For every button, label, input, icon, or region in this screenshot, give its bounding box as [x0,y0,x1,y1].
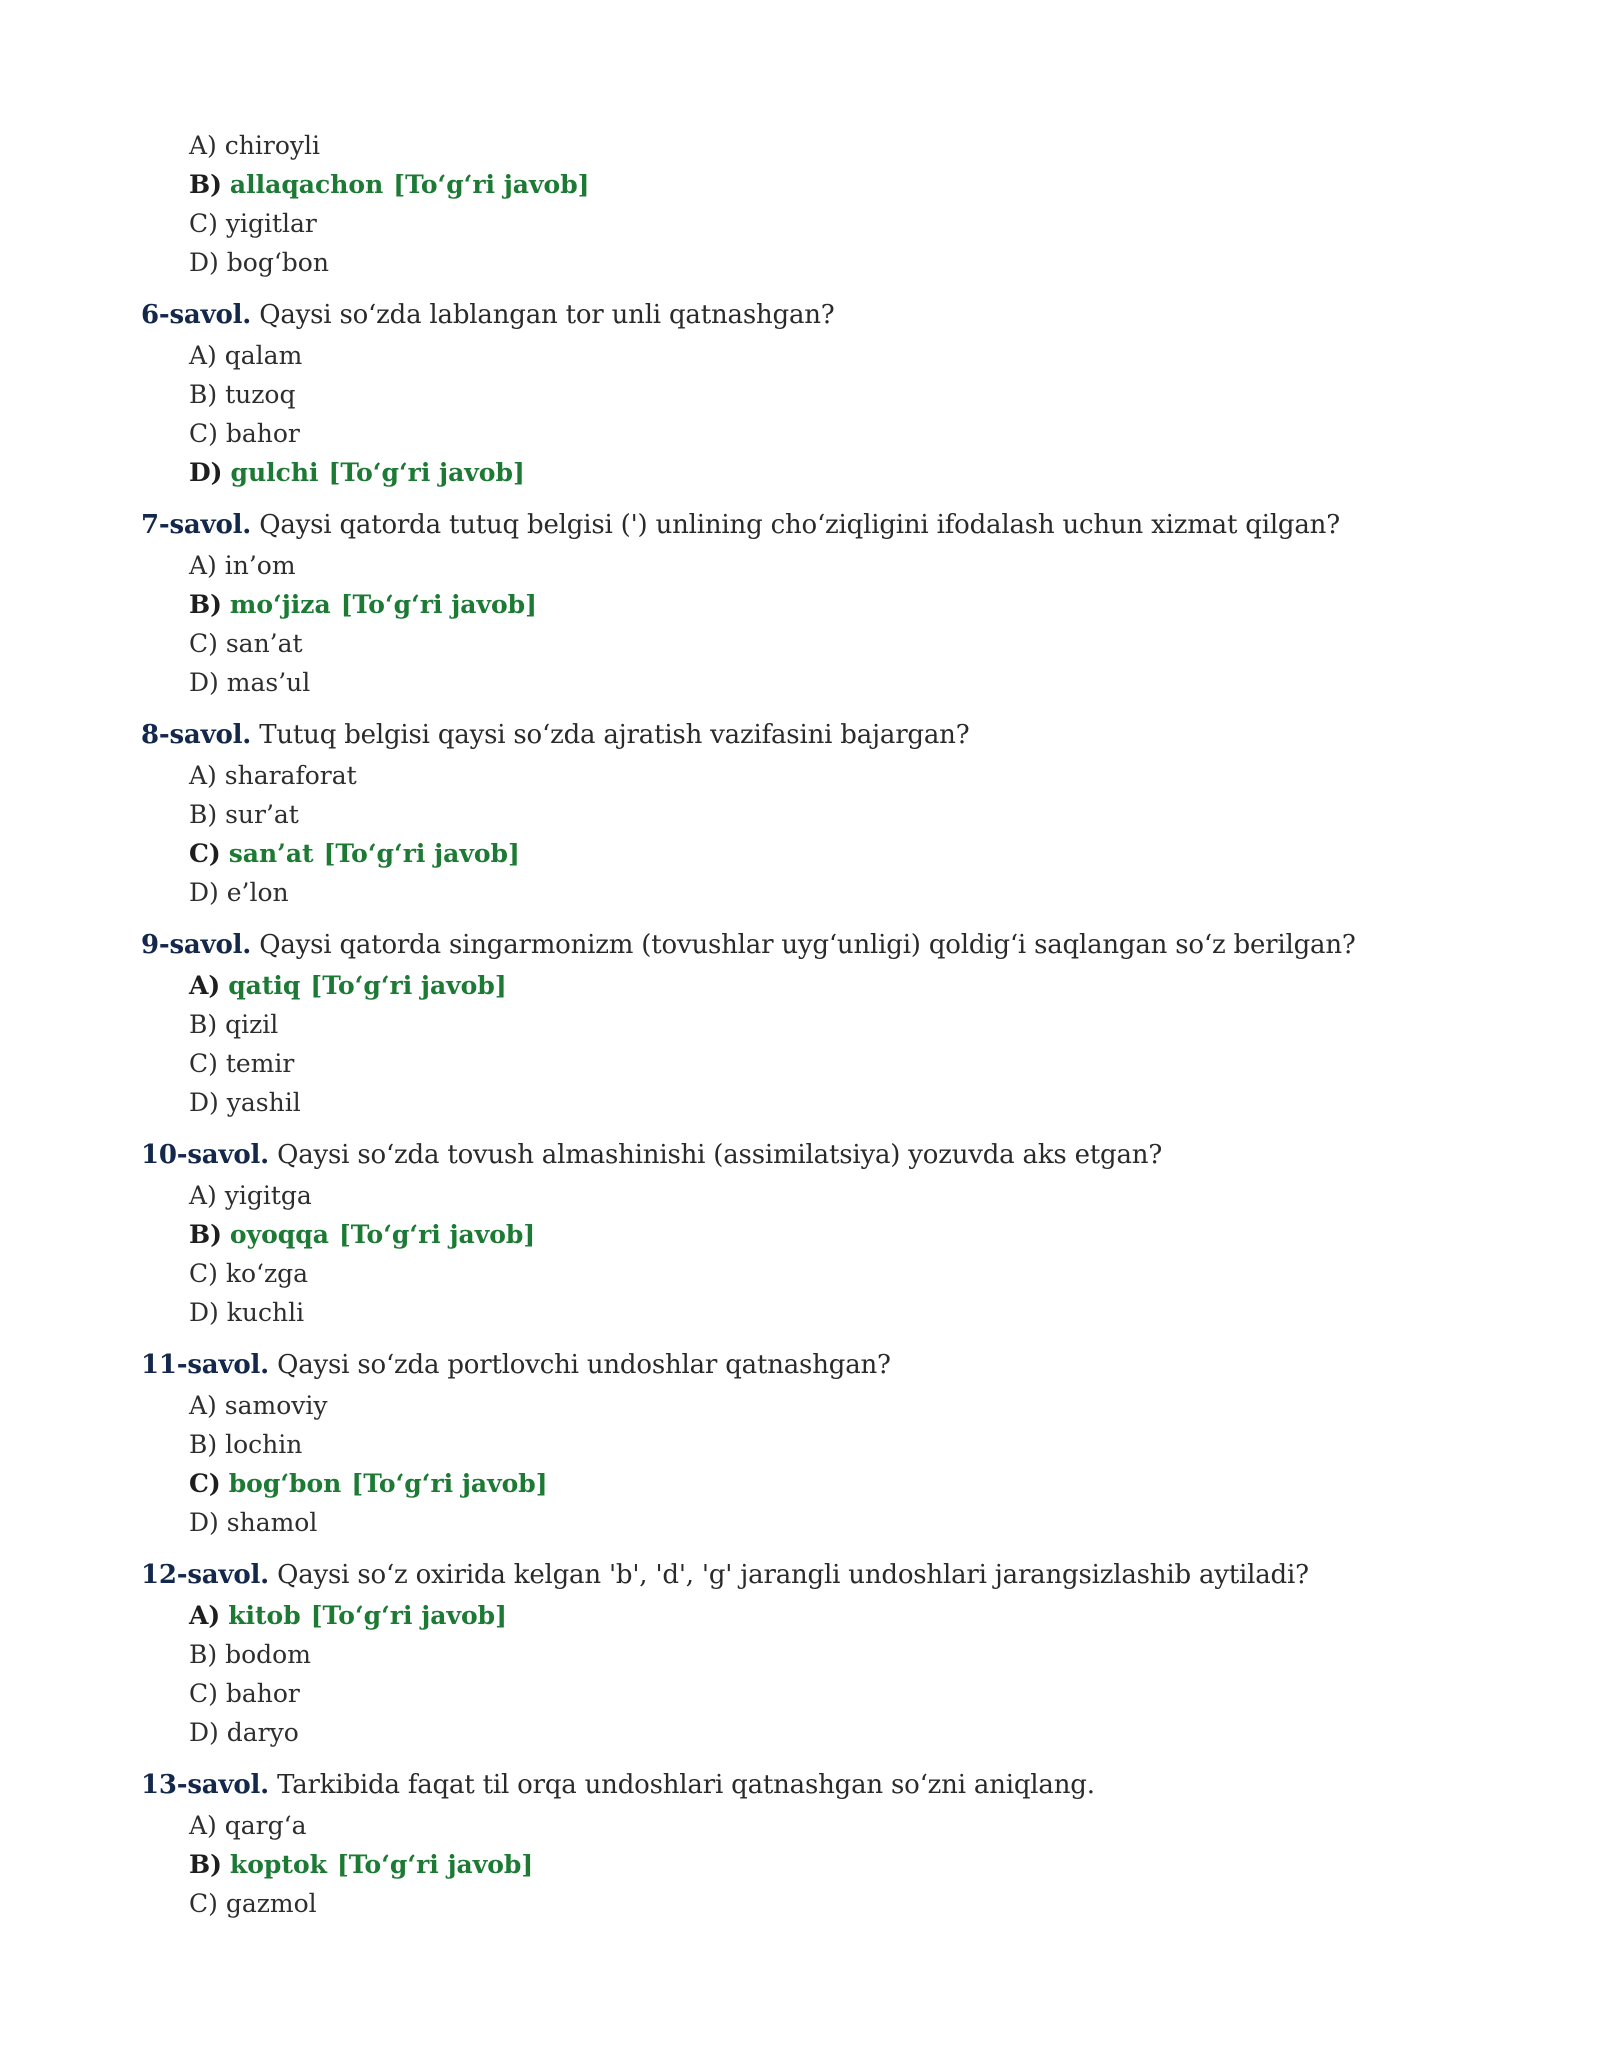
answer-option [189,795,1600,834]
option-letter: A) [189,761,217,790]
option-text: shamol [226,1508,318,1537]
option-text: samoviy [224,1391,328,1420]
correct-answer-tag: [To‘g‘ri javob] [323,839,520,868]
question-number: 13-savol. [141,1770,270,1800]
option-letter: A) [189,1811,217,1840]
answer-option [189,1044,1600,1083]
option-text: e’lon [226,878,289,907]
question-number: 12-savol. [141,1560,270,1590]
option-text: san’at [225,629,303,658]
answer-option [189,1386,1600,1425]
question-text: Qaysi qatorda singarmonizm (tovushlar uyg‘unligi) qoldig‘i saqlangan so‘z berilgan? [259,930,1356,960]
option-letter: D) [189,668,219,697]
option-letter: C) [189,1679,218,1708]
question-block [141,1346,1600,1542]
answer-option-correct [189,453,1600,492]
question-number: 8-savol. [141,720,252,750]
correct-answer-tag: [To‘g‘ri javob] [338,1220,536,1249]
option-text: bog‘bon [226,248,329,277]
answer-options [141,1596,1600,1752]
question-number: 11-savol. [141,1350,270,1380]
answer-option [189,624,1600,663]
answer-option-correct [189,1215,1600,1254]
answer-option [189,336,1600,375]
option-text: chiroyli [224,131,320,160]
question-number: 10-savol. [141,1140,270,1170]
answer-option-correct [189,834,1600,873]
answer-option-correct [189,165,1600,204]
option-letter: C) [189,1469,221,1498]
option-letter: A) [189,1391,217,1420]
option-text: qarg‘a [224,1811,307,1840]
question-title [141,1346,1600,1384]
correct-answer-tag: [To‘g‘ri javob] [310,1601,507,1630]
option-letter: D) [189,878,219,907]
option-text: yashil [226,1088,301,1117]
question-block [141,1766,1600,1923]
option-text: bog‘bon [228,1469,342,1498]
question-text: Qaysi so‘zda tovush almashinishi (assimilatsiya) yozuvda aks etgan? [277,1140,1163,1170]
option-text: in’om [224,551,296,580]
option-text: kitob [228,1601,301,1630]
question-block [141,926,1600,1122]
question-block [141,506,1600,702]
answer-options [141,546,1600,702]
option-letter: A) [189,971,221,1000]
answer-option [189,756,1600,795]
option-letter: B) [189,1850,222,1879]
question-title [141,716,1600,754]
answer-option [189,546,1600,585]
answer-option [189,1083,1600,1122]
option-letter: D) [189,458,223,487]
question-text: Qaysi so‘z oxirida kelgan 'b', 'd', 'g' jarangli undoshlari jarangsizlashib aytiladi? [277,1560,1309,1590]
answer-options [141,966,1600,1122]
question-block [141,1556,1600,1752]
answer-option [189,1713,1600,1752]
option-text: temir [225,1049,295,1078]
option-text: daryo [226,1718,299,1747]
option-letter: C) [189,209,218,238]
question-block [141,716,1600,912]
option-text: mas’ul [226,668,311,697]
question-title [141,1766,1600,1804]
option-letter: D) [189,248,219,277]
answer-options [141,756,1600,912]
option-letter: B) [189,1430,218,1459]
option-letter: A) [189,1601,221,1630]
option-letter: B) [189,1010,218,1039]
option-text: qatiq [228,971,301,1000]
answer-options [141,126,1600,282]
question-block [141,1136,1600,1332]
question-title [141,1556,1600,1594]
question-text: Qaysi qatorda tutuq belgisi (') unlining cho‘ziqligini ifodalash uchun xizmat qilgan? [259,510,1340,540]
answer-option [189,1635,1600,1674]
option-letter: D) [189,1088,219,1117]
answer-option [189,375,1600,414]
option-text: oyoqqa [229,1220,329,1249]
answer-option [189,663,1600,702]
option-text: ko‘zga [225,1259,309,1288]
option-letter: A) [189,341,217,370]
option-letter: B) [189,170,222,199]
correct-answer-tag: [To‘g‘ri javob] [340,590,537,619]
option-text: kuchli [226,1298,305,1327]
option-text: tuzoq [225,380,296,409]
question-block [141,126,1600,282]
option-text: mo‘jiza [229,590,331,619]
question-block [141,296,1600,492]
option-letter: C) [189,419,218,448]
answer-option [189,1176,1600,1215]
answer-option [189,1425,1600,1464]
option-letter: A) [189,1181,217,1210]
option-text: yigitga [224,1181,312,1210]
answer-options [141,1176,1600,1332]
option-letter: C) [189,1889,218,1918]
question-number: 6-savol. [141,300,252,330]
correct-answer-tag: [To‘g‘ri javob] [351,1469,548,1498]
option-text: bahor [225,419,300,448]
answer-options [141,1806,1600,1923]
option-text: bodom [225,1640,311,1669]
option-text: lochin [225,1430,303,1459]
option-letter: B) [189,800,218,829]
answer-options [141,336,1600,492]
answer-option-correct [189,1464,1600,1503]
question-title [141,506,1600,544]
correct-answer-tag: [To‘g‘ri javob] [393,170,590,199]
option-text: yigitlar [225,209,317,238]
correct-answer-tag: [To‘g‘ri javob] [336,1850,534,1879]
option-letter: A) [189,131,217,160]
option-letter: B) [189,1640,218,1669]
option-text: qalam [224,341,303,370]
option-text: gazmol [225,1889,317,1918]
option-letter: C) [189,839,221,868]
answer-option-correct [189,1596,1600,1635]
answer-option [189,1503,1600,1542]
option-letter: C) [189,629,218,658]
answer-option [189,873,1600,912]
answer-option-correct [189,585,1600,624]
option-text: gulchi [230,458,319,487]
option-letter: A) [189,551,217,580]
question-text: Tutuq belgisi qaysi so‘zda ajratish vazifasini bajargan? [259,720,970,750]
answer-option [189,414,1600,453]
question-number: 7-savol. [141,510,252,540]
question-text: Qaysi so‘zda lablangan tor unli qatnashgan? [259,300,835,330]
option-letter: D) [189,1508,219,1537]
answer-option [189,1884,1600,1923]
question-title [141,926,1600,964]
question-text: Tarkibida faqat til orqa undoshlari qatnashgan so‘zni aniqlang. [277,1770,1095,1800]
option-letter: C) [189,1259,218,1288]
option-letter: C) [189,1049,218,1078]
answer-option-correct [189,1845,1600,1884]
answer-option [189,243,1600,282]
answer-option [189,1806,1600,1845]
option-text: allaqachon [229,170,384,199]
option-text: sur’at [225,800,299,829]
option-letter: B) [189,1220,222,1249]
question-text: Qaysi so‘zda portlovchi undoshlar qatnashgan? [277,1350,891,1380]
option-text: qizil [225,1010,279,1039]
option-letter: D) [189,1298,219,1327]
question-number: 9-savol. [141,930,252,960]
question-title [141,1136,1600,1174]
answer-option-correct [189,966,1600,1005]
answer-option [189,126,1600,165]
correct-answer-tag: [To‘g‘ri javob] [328,458,525,487]
question-title [141,296,1600,334]
option-text: san’at [228,839,314,868]
option-text: sharaforat [224,761,357,790]
option-text: bahor [225,1679,300,1708]
option-letter: B) [189,590,222,619]
answer-option [189,1005,1600,1044]
answer-option [189,204,1600,243]
answer-option [189,1674,1600,1713]
answer-option [189,1254,1600,1293]
answer-option [189,1293,1600,1332]
answer-options [141,1386,1600,1542]
option-text: koptok [229,1850,327,1879]
correct-answer-tag: [To‘g‘ri javob] [310,971,507,1000]
option-letter: B) [189,380,218,409]
option-letter: D) [189,1718,219,1747]
